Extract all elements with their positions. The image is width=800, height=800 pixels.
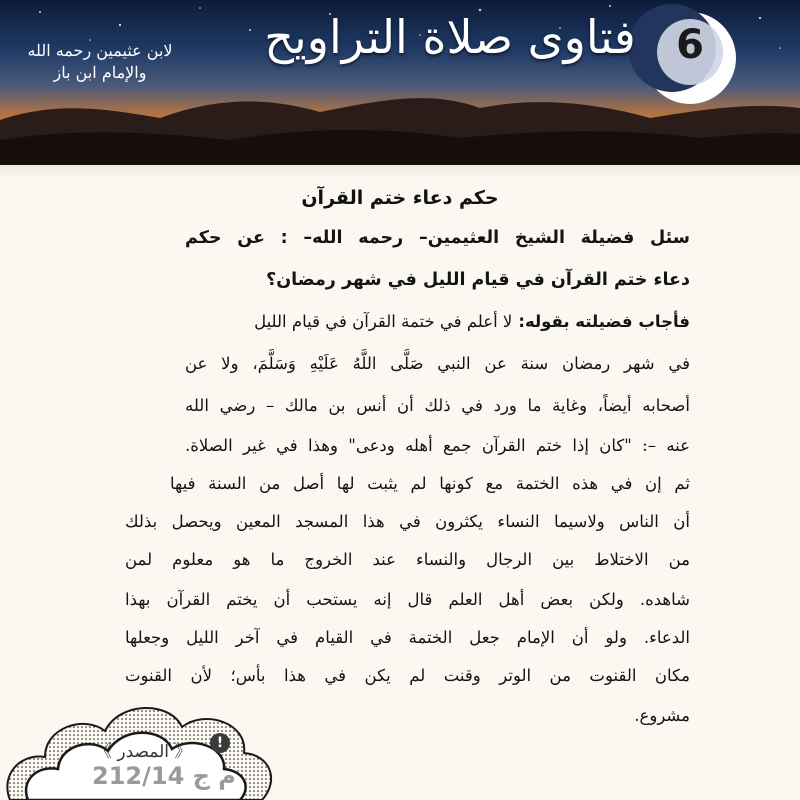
header-divider: [0, 165, 800, 179]
answer-lead: فأجاب فضيلته بقوله:: [518, 312, 690, 331]
source-label: 《 المصدر 》: [95, 742, 192, 762]
answer-line-1-text: لا أعلم في ختمة القرآن في قيام الليل: [254, 312, 513, 331]
answer-line-1: [185, 312, 690, 331]
answer-line-2: في شهر رمضان سنة عن النبي صَلَّى اللَّهُ عَلَيْهِ وَسَلَّمَ، ولا عن: [185, 354, 690, 373]
source-reference: م ج 212/14: [92, 762, 236, 790]
episode-number: 6: [676, 22, 704, 68]
body-line-5: الدعاء. ولو أن الإمام جعل الختمة في القيام في آخر الليل وجعلها: [125, 628, 690, 647]
answer-line-4: عنه –: "كان إذا ختم القرآن جمع أهله ودعى" وهذا في غير الصلاة.: [185, 436, 690, 455]
question-line-2: دعاء ختم القرآن في قيام الليل في شهر رمضان؟: [266, 270, 690, 290]
answer-line-3: أصحابه أيضاً، وغاية ما ورد في ذلك أن أنس بن مالك – رضي الله: [185, 396, 690, 415]
question-line-1: سئل فضيلة الشيخ العثيمين– رحمه الله– : عن حكم: [185, 228, 690, 248]
body-line-7: مشروع.: [634, 706, 690, 725]
body-line-3: من الاختلاط بين الرجال والنساء عند الخروج ما هو معلوم لمن: [125, 550, 690, 569]
body-line-2: أن الناس ولاسيما النساء يكثرون في هذا المسجد المعين ويحصل بذلك: [125, 512, 690, 531]
body-line-4: شاهده. ولكن بعض أهل العلم قال إنه يستحب أن يختم القرآن بهذا: [125, 590, 690, 609]
page-title: فتاوى صلاة التراويح: [264, 10, 636, 64]
body-line-6: مكان القنوت من الوتر وقنت لم يكن في هذا بأس؛ لأن القنوت: [125, 666, 690, 685]
byline-line-1: لابن عثيمين رحمه الله: [27, 41, 173, 60]
article-heading: حكم دعاء ختم القرآن: [301, 187, 499, 209]
body-line-1: ثم إن في هذه الختمة مع كونها لم يثبت لها أصل من السنة فيها: [170, 474, 690, 493]
info-icon: !: [210, 733, 230, 753]
author-byline: [20, 40, 180, 84]
byline-line-2: والإمام ابن باز: [53, 63, 147, 82]
header-banner: [0, 0, 800, 165]
